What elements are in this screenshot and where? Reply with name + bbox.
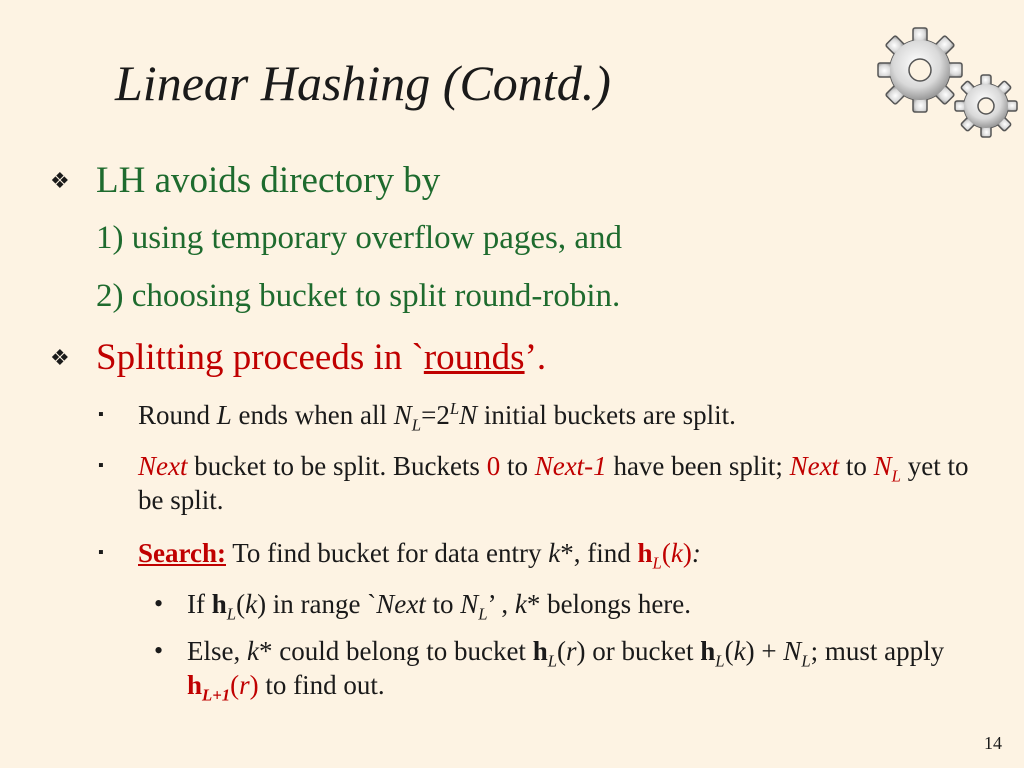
search-label: Search: (138, 538, 226, 568)
rounds-word: rounds (423, 337, 525, 378)
square-bullet-icon: ▪ (98, 406, 104, 423)
dot-bullet-icon: • (154, 636, 164, 665)
slide-number: 14 (984, 733, 1002, 753)
gears-icon (858, 18, 1024, 142)
line-round-robin: 2) choosing bucket to split round-robin. (96, 278, 621, 314)
square-bullet-icon: ▪ (98, 457, 104, 474)
dot-bullet-icon: • (154, 589, 164, 618)
diamond-bullet-icon: ❖ (50, 345, 70, 370)
square-bullet-icon: ▪ (98, 544, 104, 561)
diamond-bullet-icon: ❖ (50, 168, 70, 193)
line-overflow-pages: 1) using temporary overflow pages, and (96, 220, 623, 256)
slide-title: Linear Hashing (Contd.) (115, 55, 611, 111)
